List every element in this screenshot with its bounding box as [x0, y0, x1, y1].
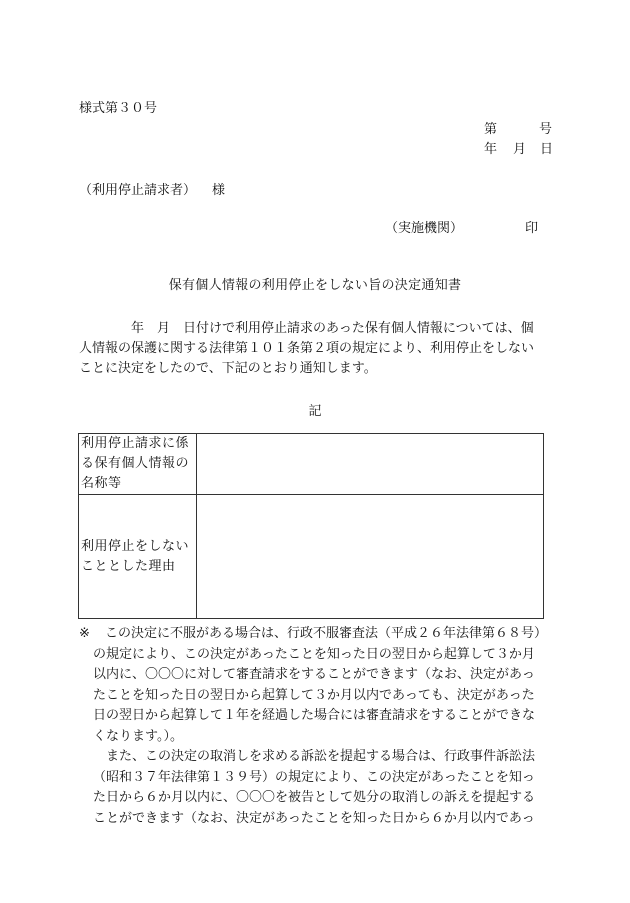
label-line: 名称等 — [81, 476, 122, 491]
date-month: 月 — [513, 142, 527, 157]
recipient-name: （利用停止請求者） — [79, 183, 197, 198]
document-title: 保有個人情報の利用停止をしない旨の決定通知書 — [168, 278, 462, 293]
form-number: 様式第３０号 — [79, 101, 158, 116]
note-line: の規定により、この決定があったことを知った日の翌日から起算して３か月 — [93, 646, 535, 662]
table-row — [79, 495, 544, 619]
table-value-name — [197, 434, 544, 495]
document-number-prefix: 第 — [484, 122, 498, 137]
table-label-reason — [79, 495, 197, 619]
ki-heading: 記 — [308, 404, 322, 419]
sender-name: （実施機関） — [385, 221, 464, 236]
label-line: こととした理由 — [81, 558, 176, 574]
note-line: くなります。）。 — [93, 728, 183, 744]
date-year: 年 — [484, 142, 498, 157]
label-line: 利用停止をしない — [81, 538, 190, 554]
document-number-suffix: 号 — [539, 122, 553, 137]
table-value-reason — [197, 495, 544, 619]
intro-line: ことに決定をしたので、下記のとおり通知します。 — [79, 361, 377, 376]
intro-line: 人情報の保護に関する法律第１０１条第２項の規定により、利用停止をしない — [79, 341, 535, 356]
note-line: た日から６か月以内に、〇〇〇を被告として処分の取消しの訴えを提起する — [93, 790, 536, 805]
note-mark: ※ — [79, 626, 90, 641]
table-row — [79, 434, 544, 495]
note-text: この決定に不服がある場合は、行政不服審査法（平成２６年法律第６８号） — [105, 626, 548, 641]
note-line: ことができます（なお、決定があったことを知った日から６か月以内であっ — [93, 810, 535, 826]
sender — [385, 217, 538, 236]
seal-mark: 印 — [525, 221, 539, 236]
label-line: る保有個人情報の — [81, 456, 190, 471]
note-line: 日の翌日から起算して１年を経過した場合には審査請求をすることができな — [93, 708, 536, 723]
note-line — [79, 624, 559, 645]
recipient-honorific: 様 — [212, 183, 226, 198]
label-line: 利用停止請求に係 — [81, 436, 190, 451]
note-line: たことを知った日の翌日から起算して３か月以内であっても、決定があった — [93, 687, 535, 703]
note-line: （昭和３７年法律第１３９号）の規定により、この決定があったことを知っ — [93, 769, 535, 785]
date-day: 日 — [540, 142, 554, 157]
info-table — [78, 433, 544, 619]
note-line: また、この決定の取消しを求める訴訟を提起する場合は、行政事件訴訟法 — [93, 749, 536, 764]
table-label-name — [79, 434, 197, 495]
intro-paragraph — [79, 319, 559, 379]
notes — [79, 624, 559, 829]
intro-line: 年 月 日付けで利用停止請求のあった保有個人情報については、個 — [79, 321, 534, 336]
note-line: 以内に、〇〇〇に対して審査請求をすることができます（なお、決定があっ — [93, 667, 535, 682]
recipient — [79, 179, 225, 198]
